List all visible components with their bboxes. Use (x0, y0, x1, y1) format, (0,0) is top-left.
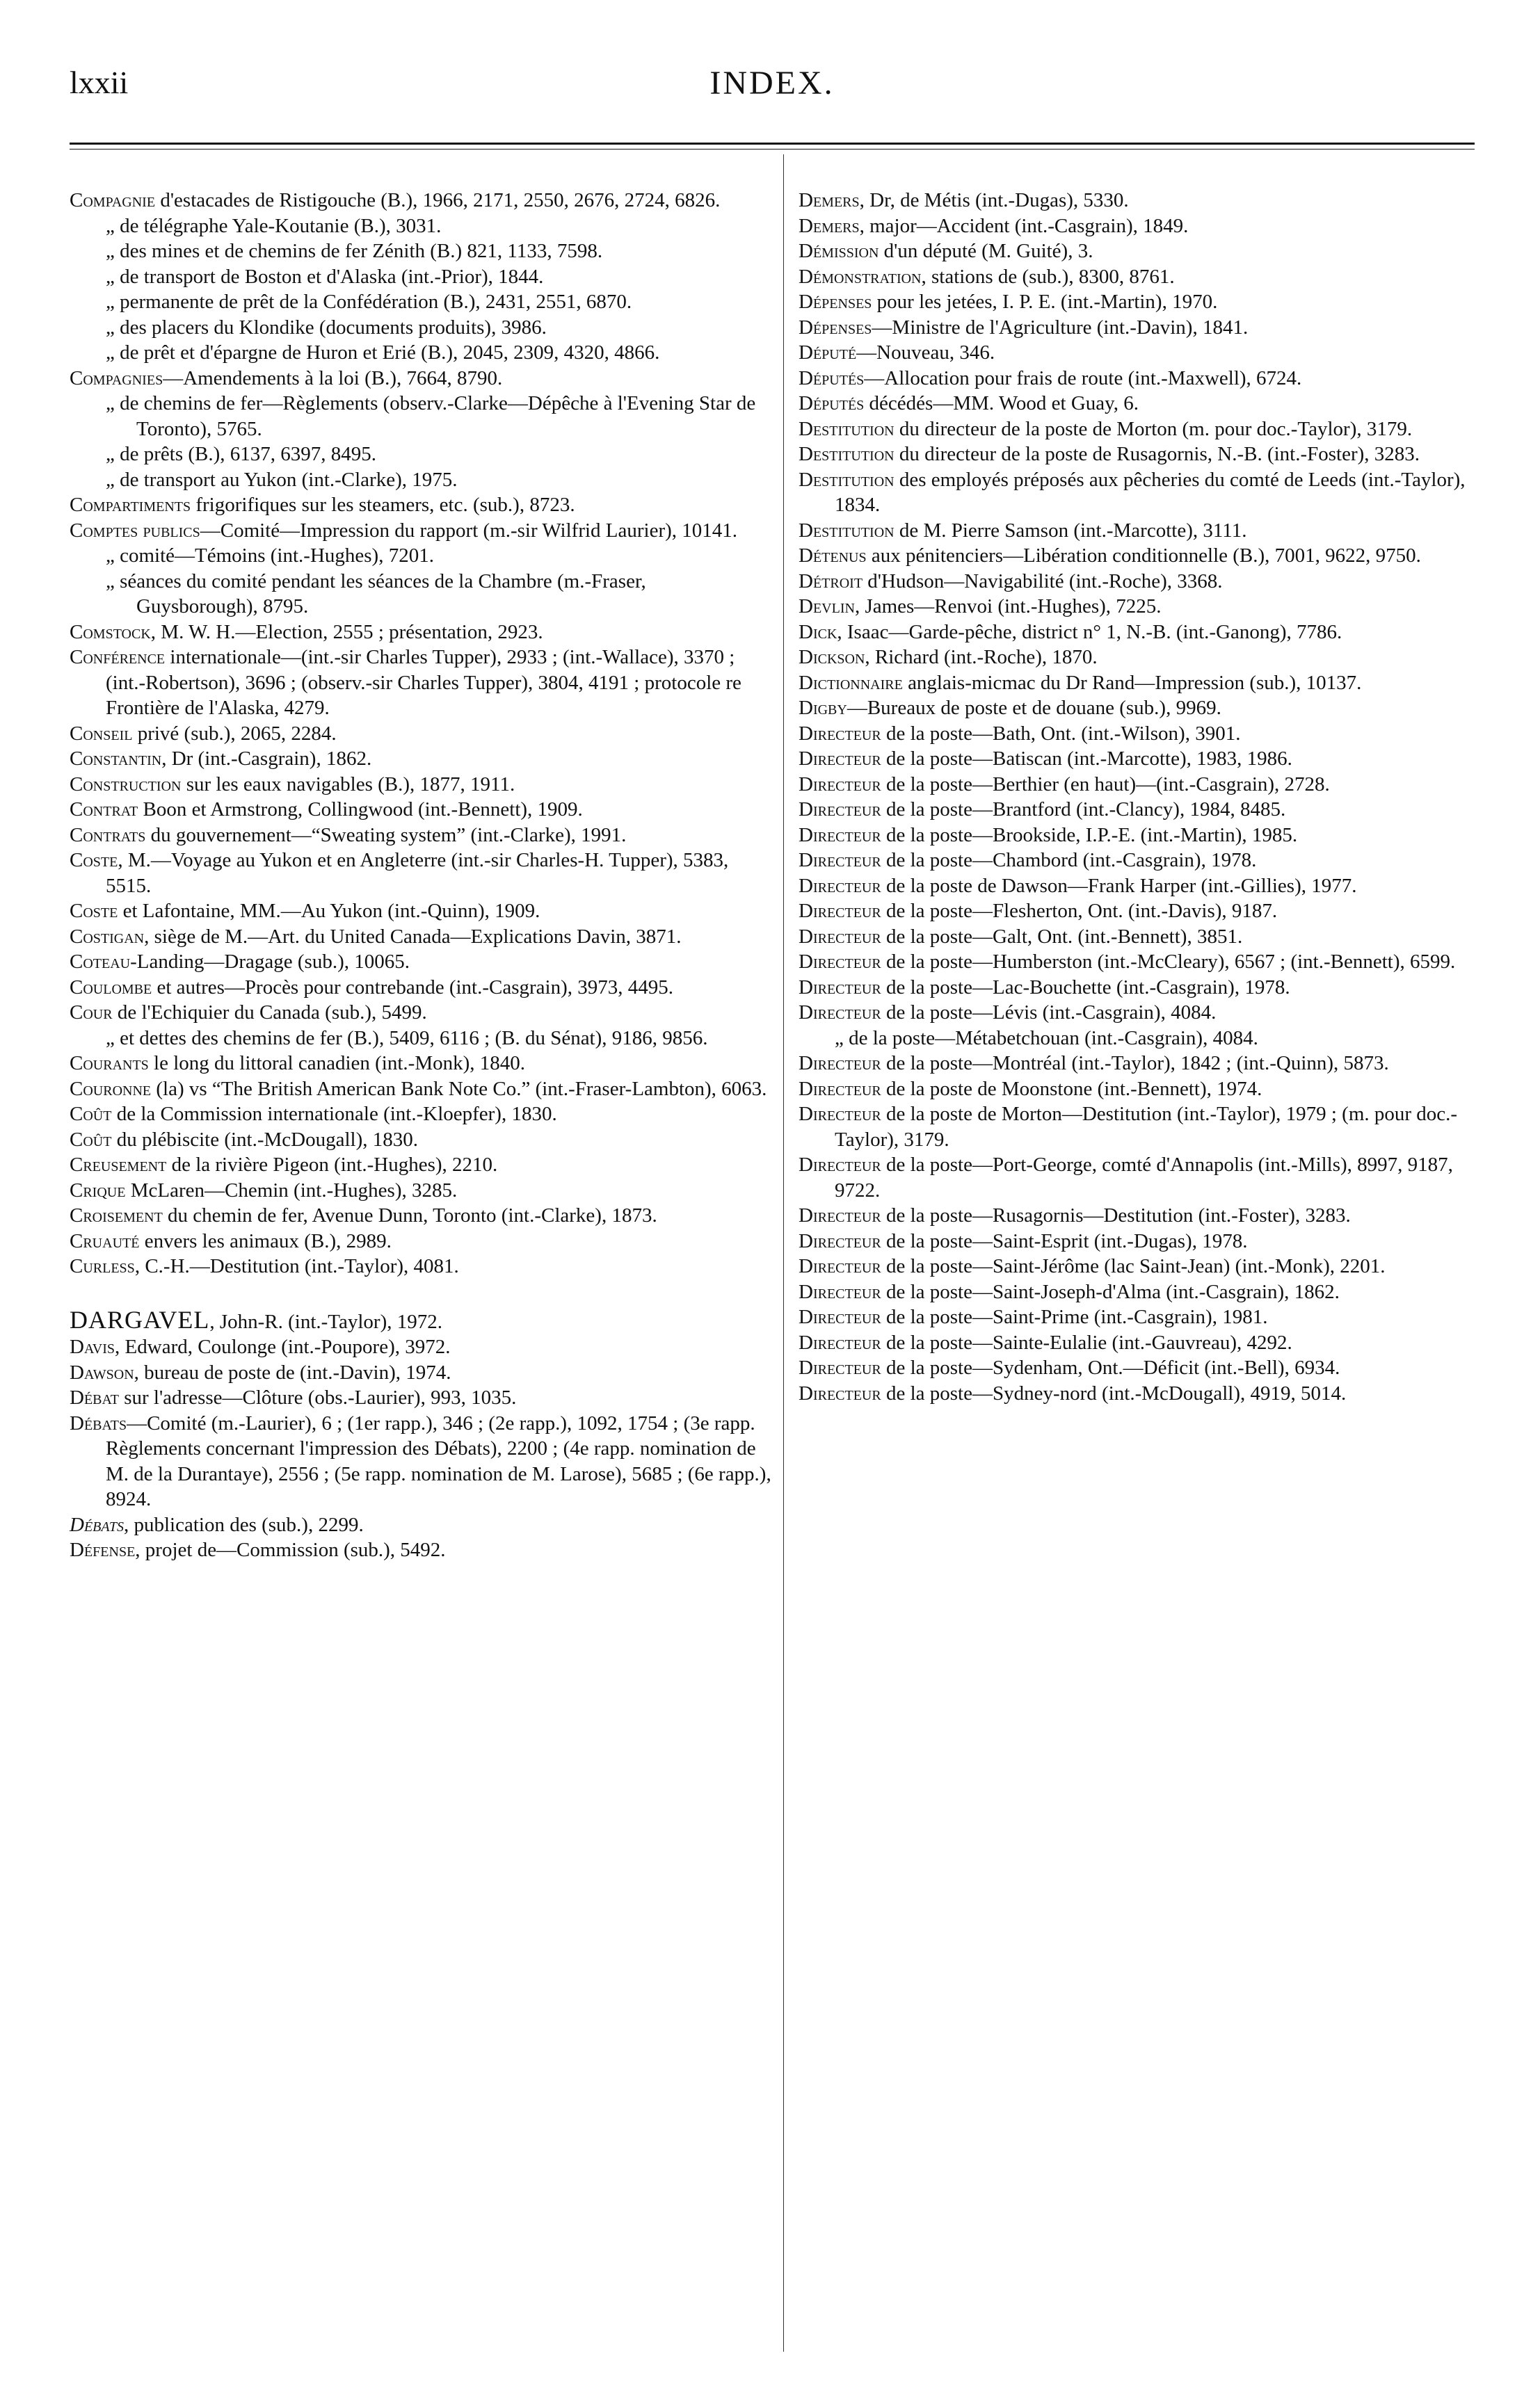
index-entry (70, 848, 772, 898)
entry-text: de la poste—Sydenham, Ont.—Déficit (int.-Bell), 6934. (881, 1357, 1340, 1379)
entry-text: du chemin de fer, Avenue Dunn, Toronto (int.-Clarke), 1873. (162, 1204, 657, 1227)
entry-text: du gouvernement—“Sweating system” (int.-Clarke), 1991. (145, 823, 627, 846)
entry-text: des employés préposés aux pêcheries du comté de Leeds (int.-Taylor), 1834. (835, 468, 1466, 516)
index-entry (799, 1254, 1473, 1279)
entry-text: , Isaac—Garde-pêche, district n° 1, N.-B. (int.-Ganong), 7786. (837, 620, 1342, 643)
entry-heading: Directeur (799, 1077, 881, 1100)
entry-text: internationale—(int.-sir Charles Tupper), 2933 ; (int.-Wallace), 3370 ; (int.-Robertson), 3696 ; (observ.-sir Charles Tupper), 3804, 4191 ; protocole re Frontière de l'Alaska, 4279. (106, 646, 741, 719)
entry-text: —Ministre de l'Agriculture (int.-Davin), 1841. (872, 316, 1249, 339)
index-entry (70, 645, 772, 721)
entry-heading: Conférence (70, 646, 166, 668)
entry-text: „ et dettes des chemins de fer (B.), 5409, 6116 ; (B. du Sénat), 9186, 9856. (106, 1026, 708, 1049)
index-entry (70, 620, 772, 645)
index-entry (799, 340, 1473, 366)
index-entry (70, 264, 772, 290)
index-entry (799, 1076, 1473, 1102)
index-entry (799, 1152, 1473, 1203)
entry-text: de la poste—Lévis (int.-Casgrain), 4084. (881, 1001, 1217, 1024)
entry-heading: Cour (70, 1001, 113, 1024)
index-entry (70, 366, 772, 391)
entry-text: —Comité (m.-Laurier), 6 ; (1er rapp.), 346 ; (2e rapp.), 1092, 1754 ; (3e rapp. Règlements concernant l'impression des Débats), 2200 ; (4e rapp. nomination de M. de la Durantaye), 2556 ; (5e rapp. nomination de M. Larose), 5685 ; (6e rapp.), 8924. (106, 1412, 771, 1510)
index-entry (70, 1229, 772, 1254)
entry-heading: Costigan (70, 925, 145, 948)
entry-heading: Directeur (799, 1204, 881, 1227)
index-entry (799, 645, 1473, 670)
entry-text: de la poste—Montréal (int.-Taylor), 1842 ; (int.-Quinn), 5873. (881, 1052, 1389, 1074)
entry-heading: Destitution (799, 443, 895, 465)
entry-text: de la rivière Pigeon (int.-Hughes), 2210. (166, 1154, 498, 1176)
entry-text: , bureau de poste de (int.-Davin), 1974. (134, 1361, 451, 1384)
entry-text: décédés—MM. Wood et Guay, 6. (864, 392, 1139, 414)
index-entry (70, 746, 772, 772)
entry-heading: Curless (70, 1255, 135, 1277)
entry-heading: Comstock (70, 620, 151, 643)
index-entry (70, 949, 772, 975)
entry-heading: Directeur (799, 1331, 881, 1354)
entry-text: de la poste—Brantford (int.-Clancy), 1984, 8485. (881, 798, 1286, 821)
entry-text: (la) vs “The British American Bank Note Co.” (int.-Fraser-Lambton), 6063. (151, 1077, 767, 1100)
entry-heading: Députés (799, 366, 865, 389)
index-entry (70, 1307, 772, 1335)
entry-text: „ de chemins de fer—Règlements (observ.-Clarke—Dépêche à l'Evening Star de Toronto), 5765. (106, 392, 756, 440)
entry-text: sur les eaux navigables (B.), 1877, 1911. (181, 773, 515, 795)
column-divider (783, 154, 784, 2352)
index-entry (70, 924, 772, 950)
entry-heading: Directeur (799, 1103, 881, 1125)
entry-text: d'Hudson—Navigabilité (int.-Roche), 3368. (863, 569, 1223, 592)
entry-heading: Démonstration (799, 265, 922, 288)
entry-heading: Directeur (799, 1052, 881, 1074)
index-entry (70, 518, 772, 544)
entry-text: „ de la poste—Métabetchouan (int.-Casgrain), 4084. (835, 1026, 1258, 1049)
entry-text: de la poste—Berthier (en haut)—(int.-Casgrain), 2728. (881, 773, 1330, 795)
index-entry (799, 289, 1473, 315)
index-entry (70, 1127, 772, 1153)
index-entry (799, 949, 1473, 975)
entry-heading: Digby (799, 697, 847, 719)
entry-text: „ séances du comité pendant les séances de la Chambre (m.-Fraser, Guysborough), 8795. (106, 569, 646, 617)
entry-text: , Dr, de Métis (int.-Dugas), 5330. (859, 189, 1129, 211)
index-entry (70, 467, 772, 493)
entry-heading: Détroit (799, 569, 863, 592)
entry-heading: Davis (70, 1336, 115, 1358)
index-entry (799, 695, 1473, 721)
entry-heading: Directeur (799, 748, 881, 770)
index-entry (799, 1381, 1473, 1407)
entry-heading: Dick (799, 620, 837, 643)
entry-text: de la Commission internationale (int.-Kloepfer), 1830. (111, 1103, 557, 1125)
entry-heading: Dépenses (799, 316, 872, 339)
entry-heading: Députés (799, 392, 865, 414)
entry-heading: Coste (70, 849, 118, 871)
entry-heading: Directeur (799, 900, 881, 922)
entry-heading: Compartiments (70, 494, 191, 516)
entry-text: et autres—Procès pour contrebande (int.-Casgrain), 3973, 4495. (152, 976, 674, 999)
index-entry (799, 543, 1473, 569)
entry-heading: Contrat (70, 798, 138, 821)
entry-heading: Constantin (70, 748, 162, 770)
index-entry (70, 442, 772, 467)
index-entry (799, 1203, 1473, 1229)
entry-heading: Coteau (70, 951, 131, 973)
entry-text: de la poste—Rusagornis—Destitution (int.-Foster), 3283. (881, 1204, 1351, 1227)
index-entry (70, 289, 772, 315)
entry-heading: Débats (70, 1412, 127, 1435)
entry-text: , C.-H.—Destitution (int.-Taylor), 4081. (134, 1255, 459, 1277)
entry-text: d'un député (M. Guité), 3. (879, 240, 1093, 262)
index-entry (70, 492, 772, 518)
entry-heading: Contrats (70, 823, 146, 846)
entry-heading: Demers (799, 214, 860, 237)
index-entry (799, 213, 1473, 239)
entry-text: „ de transport de Boston et d'Alaska (int.-Prior), 1844. (106, 265, 544, 288)
entry-text: de M. Pierre Samson (int.-Marcotte), 3111. (894, 519, 1247, 542)
index-entry (70, 975, 772, 1001)
index-entry (70, 1512, 772, 1538)
entry-heading: Devlin (799, 595, 855, 617)
index-entry (799, 391, 1473, 417)
entry-text: de l'Echiquier du Canada (sub.), 5499. (112, 1001, 427, 1024)
entry-text: de la poste—Lac-Bouchette (int.-Casgrain), 1978. (881, 976, 1290, 999)
entry-heading: Dépenses (799, 291, 872, 313)
entry-heading: Coût (70, 1103, 112, 1125)
entry-text: „ de prêt et d'épargne de Huron et Erié (B.), 2045, 2309, 4320, 4866. (106, 341, 660, 364)
index-entry (70, 1385, 772, 1411)
index-entry (799, 315, 1473, 341)
index-entry (70, 213, 772, 239)
index-entry (70, 1537, 772, 1563)
index-entry (70, 1360, 772, 1386)
index-entry (799, 239, 1473, 264)
entry-heading: Débats (70, 1513, 124, 1536)
index-entry (799, 1330, 1473, 1356)
entry-text: „ comité—Témoins (int.-Hughes), 7201. (106, 544, 434, 567)
index-entry (70, 1000, 772, 1026)
index-entry (70, 823, 772, 848)
entry-text: de la poste—Humberston (int.-McCleary), 6567 ; (int.-Bennett), 6599. (881, 951, 1456, 973)
index-entry (799, 823, 1473, 848)
entry-text: „ de transport au Yukon (int.-Clarke), 1975. (106, 468, 458, 491)
index-entry (70, 239, 772, 264)
entry-text: de la poste—Brookside, I.P.-E. (int.-Martin), 1985. (881, 823, 1298, 846)
entry-text: „ des placers du Klondike (documents produits), 3986. (106, 316, 547, 339)
entry-heading: Couronne (70, 1077, 152, 1100)
index-entry (799, 1000, 1473, 1026)
index-entry (70, 1411, 772, 1512)
entry-heading: Démission (799, 240, 879, 262)
entry-text: de la poste—Bath, Ont. (int.-Wilson), 3901. (881, 722, 1241, 745)
entry-text: McLaren—Chemin (int.-Hughes), 3285. (125, 1179, 458, 1202)
entry-heading: Directeur (799, 722, 881, 745)
entry-text: de la poste de Moonstone (int.-Bennett), 1974. (881, 1077, 1262, 1100)
entry-heading: Directeur (799, 1306, 881, 1328)
entry-text: , siège de M.—Art. du United Canada—Explications Davin, 3871. (144, 925, 682, 948)
entry-text: de la poste—Saint-Jérôme (lac Saint-Jean) (int.-Monk), 2201. (881, 1255, 1386, 1277)
entry-heading: Directeur (799, 1154, 881, 1176)
entry-text: -Landing—Dragage (sub.), 10065. (130, 951, 410, 973)
entry-heading: Débat (70, 1387, 119, 1409)
entry-heading: Directeur (799, 1229, 881, 1252)
entry-text: , James—Renvoi (int.-Hughes), 7225. (854, 595, 1162, 617)
index-entry (799, 670, 1473, 696)
index-entry (799, 442, 1473, 467)
index-entry (799, 975, 1473, 1001)
entry-heading: Construction (70, 773, 182, 795)
index-entry (799, 898, 1473, 924)
entry-text: du plébiscite (int.-McDougall), 1830. (111, 1128, 419, 1151)
index-entry (799, 721, 1473, 747)
index-column-right (799, 188, 1473, 1406)
entry-text: , M. W. H.—Election, 2555 ; présentation, 2923. (150, 620, 543, 643)
entry-heading: Creusement (70, 1154, 167, 1176)
entry-heading: Comptes publics (70, 519, 200, 542)
entry-heading: Directeur (799, 1382, 881, 1405)
entry-heading: Demers (799, 189, 860, 211)
entry-text: , Dr (int.-Casgrain), 1862. (161, 748, 372, 770)
entry-heading: Dawson (70, 1361, 134, 1384)
entry-text: privé (sub.), 2065, 2284. (132, 722, 337, 745)
entry-heading: Dictionnaire (799, 671, 903, 694)
entry-text: „ de télégraphe Yale-Koutanie (B.), 3031. (106, 214, 442, 237)
index-entry (70, 188, 772, 213)
entry-text: „ de prêts (B.), 6137, 6397, 8495. (106, 443, 377, 465)
entry-heading: Directeur (799, 773, 881, 795)
index-entry (70, 1076, 772, 1102)
entry-text: et Lafontaine, MM.—Au Yukon (int.-Quinn), 1909. (118, 900, 540, 922)
entry-heading: Directeur (799, 874, 881, 897)
entry-text: du directeur de la poste de Rusagornis, N.-B. (int.-Foster), 3283. (894, 443, 1420, 465)
entry-heading: Directeur (799, 823, 881, 846)
entry-heading: Directeur (799, 1255, 881, 1277)
index-entry (799, 924, 1473, 950)
entry-heading: Destitution (799, 468, 895, 491)
page-title: INDEX. (709, 65, 835, 102)
index-entry (70, 569, 772, 620)
entry-heading: Directeur (799, 1280, 881, 1303)
entry-heading: Cruauté (70, 1229, 140, 1252)
entry-heading: Coût (70, 1128, 112, 1151)
index-entry (70, 340, 772, 366)
index-entry (70, 1334, 772, 1360)
entry-text: —Bureaux de poste et de douane (sub.), 9969. (847, 697, 1221, 719)
entry-text: de la poste—Sainte-Eulalie (int.-Gauvreau), 4292. (881, 1331, 1292, 1354)
entry-text: de la poste—Saint-Joseph-d'Alma (int.-Casgrain), 1862. (881, 1280, 1340, 1303)
index-entry (70, 391, 772, 442)
index-entry (70, 1203, 772, 1229)
index-entry (799, 1279, 1473, 1305)
entry-heading: Député (799, 341, 857, 364)
index-entry (799, 1304, 1473, 1330)
index-entry (799, 417, 1473, 442)
entry-heading: Directeur (799, 1001, 881, 1024)
header-rule-thin (70, 149, 1475, 150)
entry-text: , projet de—Commission (sub.), 5492. (135, 1539, 446, 1561)
entry-text: , M.—Voyage au Yukon et en Angleterre (int.-sir Charles-H. Tupper), 5383, 5515. (106, 849, 729, 897)
entry-text: —Allocation pour frais de route (int.-Maxwell), 6724. (864, 366, 1302, 389)
entry-text: de la poste—Sydney-nord (int.-McDougall), 4919, 5014. (881, 1382, 1347, 1405)
entry-text: „ permanente de prêt de la Confédération (B.), 2431, 2551, 6870. (106, 291, 632, 313)
entry-text: —Amendements à la loi (B.), 7664, 8790. (163, 366, 503, 389)
entry-text: de la poste—Batiscan (int.-Marcotte), 1983, 1986. (881, 748, 1292, 770)
entry-text: de la poste—Saint-Esprit (int.-Dugas), 1978. (881, 1229, 1248, 1252)
index-entry (799, 746, 1473, 772)
index-entry (799, 1051, 1473, 1076)
entry-text: frigorifiques sur les steamers, etc. (sub.), 8723. (191, 494, 575, 516)
index-entry (799, 620, 1473, 645)
entry-heading: DARGAVEL (70, 1305, 210, 1334)
entry-heading: Directeur (799, 849, 881, 871)
index-entry (799, 797, 1473, 823)
entry-text: le long du littoral canadien (int.-Monk), 1840. (148, 1052, 526, 1074)
index-column-left (70, 188, 772, 1563)
entry-text: —Nouveau, 346. (856, 341, 995, 364)
entry-text: anglais-micmac du Dr Rand—Impression (sub.), 10137. (902, 671, 1362, 694)
entry-heading: Conseil (70, 722, 133, 745)
index-entry (70, 543, 772, 569)
entry-heading: Défense (70, 1539, 136, 1561)
index-entry (70, 721, 772, 747)
entry-heading: Coulombe (70, 976, 152, 999)
entry-text: , John-R. (int.-Taylor), 1972. (209, 1310, 442, 1333)
index-entry (70, 1254, 772, 1279)
index-entry (799, 264, 1473, 290)
index-entry (799, 188, 1473, 213)
index-entry (70, 1026, 772, 1051)
index-entry (70, 772, 772, 798)
index-entry (70, 1101, 772, 1127)
page-number: lxxii (70, 65, 129, 100)
entry-text: , Richard (int.-Roche), 1870. (865, 646, 1098, 668)
entry-heading: Directeur (799, 798, 881, 821)
index-entry (799, 1229, 1473, 1254)
index-entry (799, 1026, 1473, 1051)
index-entry (799, 772, 1473, 798)
entry-heading: Directeur (799, 1357, 881, 1379)
entry-text: , publication des (sub.), 2299. (123, 1513, 364, 1536)
entry-heading: Coste (70, 900, 118, 922)
entry-heading: Croisement (70, 1204, 163, 1227)
entry-heading: Destitution (799, 519, 895, 542)
index-entry (799, 873, 1473, 899)
index-entry (799, 594, 1473, 620)
entry-heading: Crique (70, 1179, 126, 1202)
entry-heading: Dickson (799, 646, 865, 668)
index-entry (70, 315, 772, 341)
index-entry (70, 1178, 772, 1204)
entry-text: d'estacades de Ristigouche (B.), 1966, 2171, 2550, 2676, 2724, 6826. (155, 189, 721, 211)
entry-text: , Edward, Coulonge (int.-Poupore), 3972. (115, 1336, 451, 1358)
entry-text: —Comité—Impression du rapport (m.-sir Wilfrid Laurier), 10141. (200, 519, 738, 542)
index-entry (799, 1355, 1473, 1381)
entry-text: , major—Accident (int.-Casgrain), 1849. (859, 214, 1189, 237)
index-entry (70, 1051, 772, 1076)
entry-text: de la poste—Port-George, comté d'Annapolis (int.-Mills), 8997, 9187, 9722. (835, 1154, 1453, 1202)
entry-heading: Directeur (799, 925, 881, 948)
entry-text: de la poste de Morton—Destitution (int.-Taylor), 1979 ; (m. pour doc.-Taylor), 3179. (835, 1103, 1458, 1151)
entry-text: envers les animaux (B.), 2989. (139, 1229, 392, 1252)
entry-text: de la poste—Galt, Ont. (int.-Bennett), 3851. (881, 925, 1243, 948)
entry-text: de la poste—Chambord (int.-Casgrain), 1978. (881, 849, 1257, 871)
index-entry (70, 898, 772, 924)
page-header (70, 64, 1475, 113)
entry-text: Boon et Armstrong, Collingwood (int.-Bennett), 1909. (138, 798, 583, 821)
header-rule-thick (70, 143, 1475, 145)
entry-text: aux pénitenciers—Libération conditionnelle (B.), 7001, 9622, 9750. (866, 544, 1421, 567)
entry-text: „ des mines et de chemins de fer Zénith (B.) 821, 1133, 7598. (106, 240, 603, 262)
index-entry (799, 366, 1473, 391)
index-entry (799, 467, 1473, 518)
index-entry (70, 1152, 772, 1178)
entry-heading: Compagnie (70, 189, 156, 211)
entry-heading: Directeur (799, 976, 881, 999)
index-entry (799, 518, 1473, 544)
entry-heading: Compagnies (70, 366, 163, 389)
index-entry (799, 569, 1473, 595)
entry-text: de la poste de Dawson—Frank Harper (int.-Gillies), 1977. (881, 874, 1357, 897)
index-entry (799, 848, 1473, 873)
entry-text: de la poste—Saint-Prime (int.-Casgrain), 1981. (881, 1306, 1268, 1328)
entry-text: , stations de (sub.), 8300, 8761. (921, 265, 1175, 288)
entry-text: pour les jetées, I. P. E. (int.-Martin), 1970. (872, 291, 1218, 313)
entry-text: de la poste—Flesherton, Ont. (int.-Davis), 9187. (881, 900, 1278, 922)
index-entry (70, 797, 772, 823)
entry-heading: Directeur (799, 951, 881, 973)
entry-heading: Détenus (799, 544, 867, 567)
index-entry (799, 1101, 1473, 1152)
entry-heading: Destitution (799, 417, 895, 440)
entry-text: du directeur de la poste de Morton (m. pour doc.-Taylor), 3179. (894, 417, 1413, 440)
entry-text: sur l'adresse—Clôture (obs.-Laurier), 993, 1035. (118, 1387, 517, 1409)
entry-heading: Courants (70, 1052, 149, 1074)
